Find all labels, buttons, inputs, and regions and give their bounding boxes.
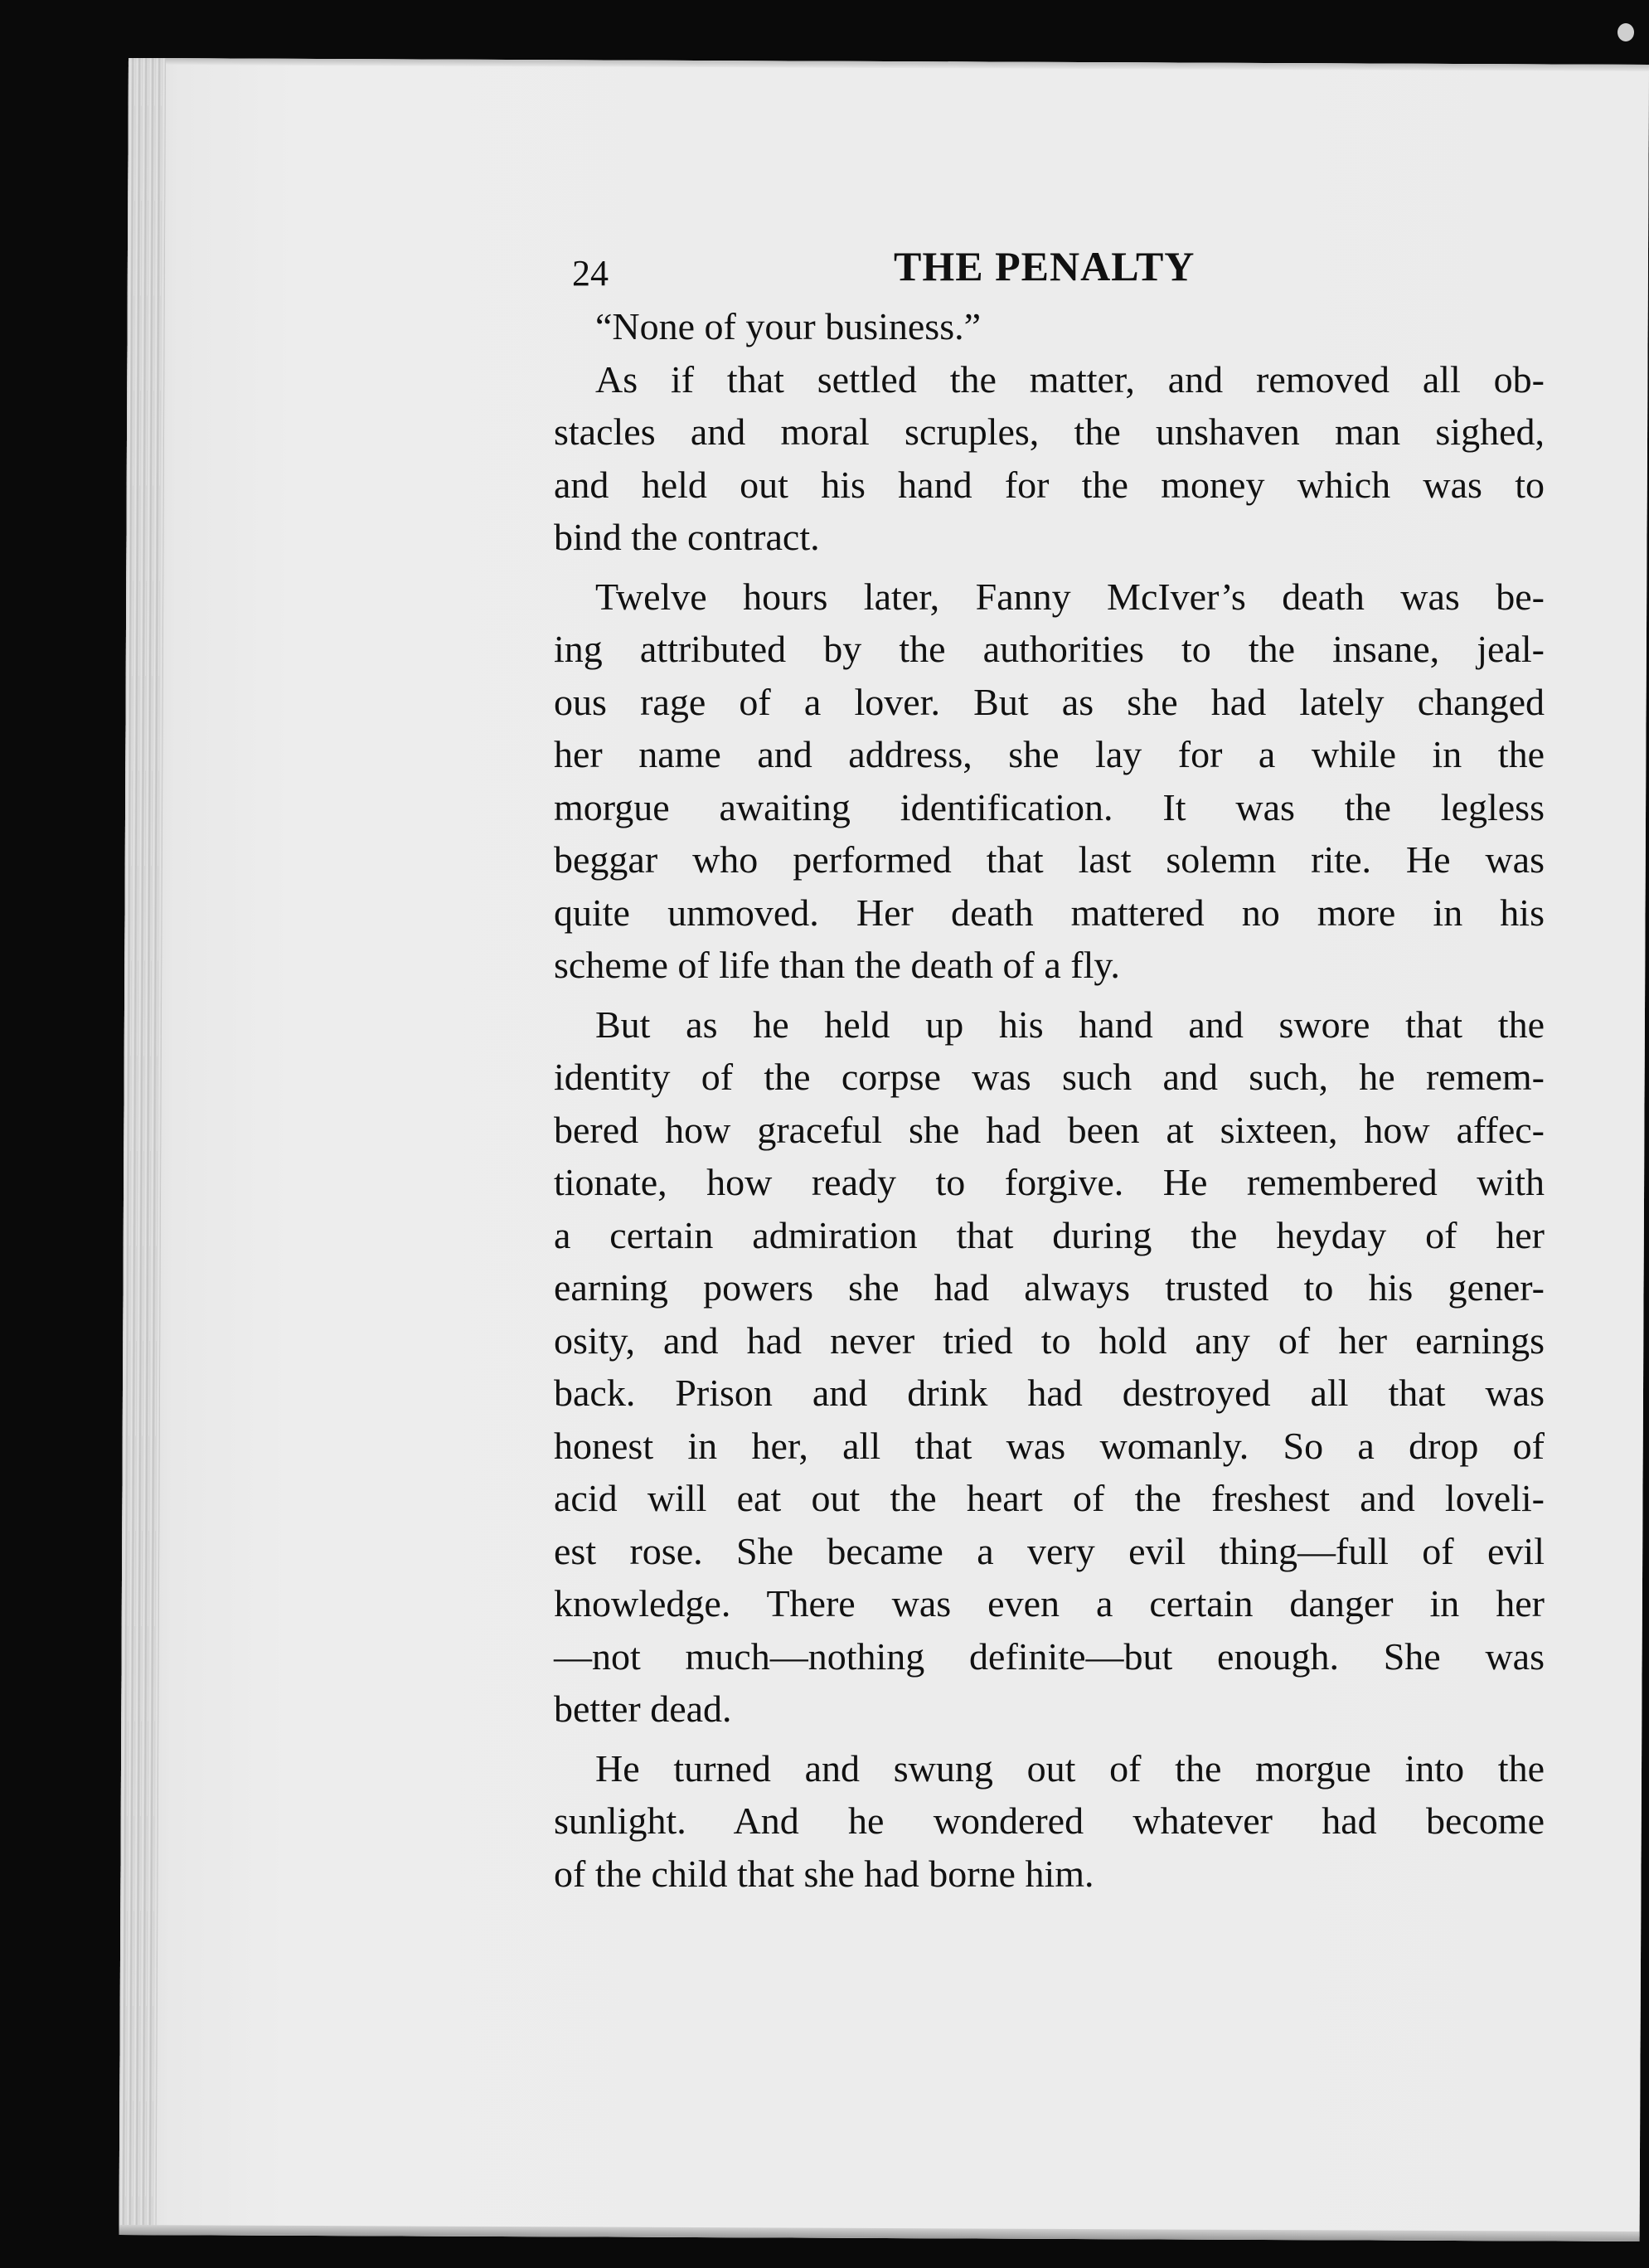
text-line: beggar who performed that last solemn rite. He was — [554, 838, 1545, 881]
text-line: and held out his hand for the money which was to — [554, 463, 1545, 506]
text-line: stacles and moral scruples, the unshaven man sighed, — [554, 410, 1545, 453]
text-line: tionate, how ready to forgive. He remembered with — [554, 1161, 1545, 1203]
text-line: But as he held up his hand and swore that the — [595, 1003, 1545, 1046]
page-stack-edge — [119, 58, 166, 2235]
scan-artifact — [1617, 23, 1634, 41]
text-line: est rose. She became a very evil thing—full of evil — [554, 1529, 1545, 1572]
text-line: better dead. — [554, 1688, 732, 1730]
running-head: THE PENALTY — [894, 243, 1196, 289]
page-number: 24 — [572, 253, 609, 294]
text-line: “None of your business.” — [595, 305, 982, 347]
text-line: identity of the corpse was such and such, he remem- — [554, 1056, 1545, 1098]
text-line: a certain admiration that during the heyday of her — [554, 1213, 1545, 1256]
text-line: sunlight. And he wondered whatever had become — [554, 1799, 1545, 1842]
text-line: Twelve hours later, Fanny McIver’s death was be- — [595, 575, 1545, 618]
text-line: quite unmoved. Her death mattered no more in his — [554, 891, 1545, 934]
page-edge-bottom — [119, 2225, 1640, 2241]
text-line: bind the contract. — [554, 516, 820, 558]
text-line: bered how graceful she had been at sixteen, how affec- — [554, 1108, 1545, 1151]
text-line: scheme of life than the death of a fly. — [554, 944, 1120, 986]
text-line: ing attributed by the authorities to the insane, jeal- — [554, 628, 1545, 670]
paragraph — [554, 353, 1549, 564]
paragraph — [554, 998, 1549, 1736]
text-line: —not much—nothing definite—but enough. She was — [554, 1634, 1545, 1678]
paragraph — [554, 571, 1549, 992]
text-line: As if that settled the matter, and removed all ob- — [595, 357, 1545, 401]
text-line: back. Prison and drink had destroyed all that was — [554, 1372, 1545, 1414]
text-line: of the child that she had borne him. — [554, 1852, 1094, 1895]
text-line: honest in her, all that was womanly. So a drop of — [554, 1424, 1545, 1467]
page-header — [554, 240, 1549, 300]
text-line: acid will eat out the heart of the freshest and loveli- — [554, 1477, 1545, 1519]
paragraph — [554, 1742, 1549, 1901]
text-line: knowledge. There was even a certain danger in her — [554, 1582, 1545, 1625]
text-line: morgue awaiting identification. It was the legless — [554, 785, 1545, 828]
text-line: He turned and swung out of the morgue into the — [595, 1746, 1545, 1790]
text-line: her name and address, she lay for a while in the — [554, 733, 1545, 775]
page-edge-top — [129, 58, 1649, 71]
page-text — [554, 240, 1549, 1900]
paragraph — [554, 300, 1549, 353]
text-line: osity, and had never tried to hold any of her earnings — [554, 1319, 1545, 1362]
text-line: ous rage of a lover. But as she had lately changed — [554, 680, 1545, 723]
text-line: earning powers she had always trusted to his gener- — [554, 1266, 1545, 1309]
